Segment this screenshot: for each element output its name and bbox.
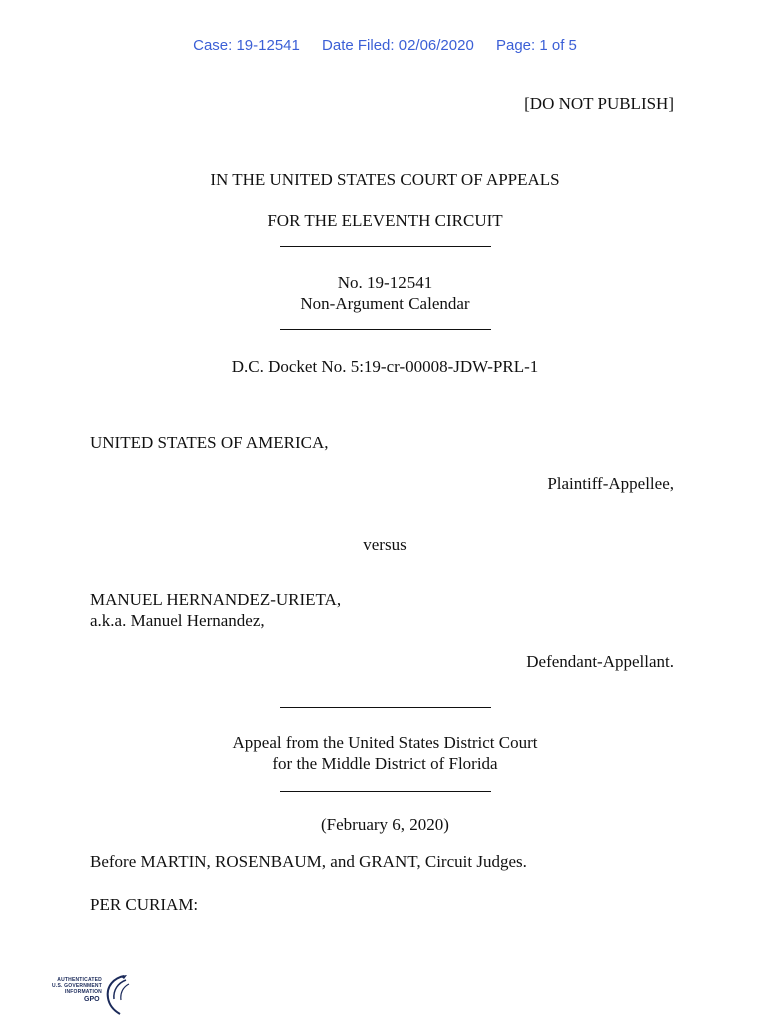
circuit-name: FOR THE ELEVENTH CIRCUIT [267,211,503,230]
defendant-aka: a.k.a. Manuel Hernandez, [90,611,265,630]
panel-judges: Before MARTIN, ROSENBAUM, and GRANT, Circuit Judges. [90,852,527,871]
seal-mark: GPO [84,996,100,1003]
versus-text: versus [363,535,407,554]
gpo-authentication-seal [44,974,134,1018]
appeal-district: for the Middle District of Florida [272,754,498,773]
per-curiam-heading: PER CURIAM: [90,895,199,914]
appeal-from: Appeal from the United States District Court [232,733,538,752]
divider-rule [280,791,491,792]
date-filed-header: Date Filed: 02/06/2020 [322,37,474,54]
plaintiff-name: UNITED STATES OF AMERICA, [90,433,329,452]
filing-header [0,37,770,54]
plaintiff-role: Plaintiff-Appellee, [547,474,674,493]
eagle-icon [96,974,132,1018]
docket-number: D.C. Docket No. 5:19-cr-00008-JDW-PRL-1 [231,357,539,376]
divider-rule [280,329,491,330]
seal-line-authenticated: AUTHENTICATED [57,977,102,983]
defendant-role: Defendant-Appellant. [526,652,674,671]
court-name: IN THE UNITED STATES COURT OF APPEALS [210,170,560,189]
divider-rule [280,246,491,247]
calendar-type: Non-Argument Calendar [300,294,470,313]
case-number: No. 19-12541 [337,273,433,292]
decision-date: (February 6, 2020) [321,815,449,834]
divider-rule [280,707,491,708]
defendant-name: MANUEL HERNANDEZ-URIETA, [90,590,342,609]
publication-status: [DO NOT PUBLISH] [524,94,674,113]
case-number-header: Case: 19-12541 [193,37,300,54]
seal-line-government: U.S. GOVERNMENT [52,983,102,989]
page-count-header: Page: 1 of 5 [495,37,577,54]
seal-line-information: INFORMATION [64,989,102,995]
